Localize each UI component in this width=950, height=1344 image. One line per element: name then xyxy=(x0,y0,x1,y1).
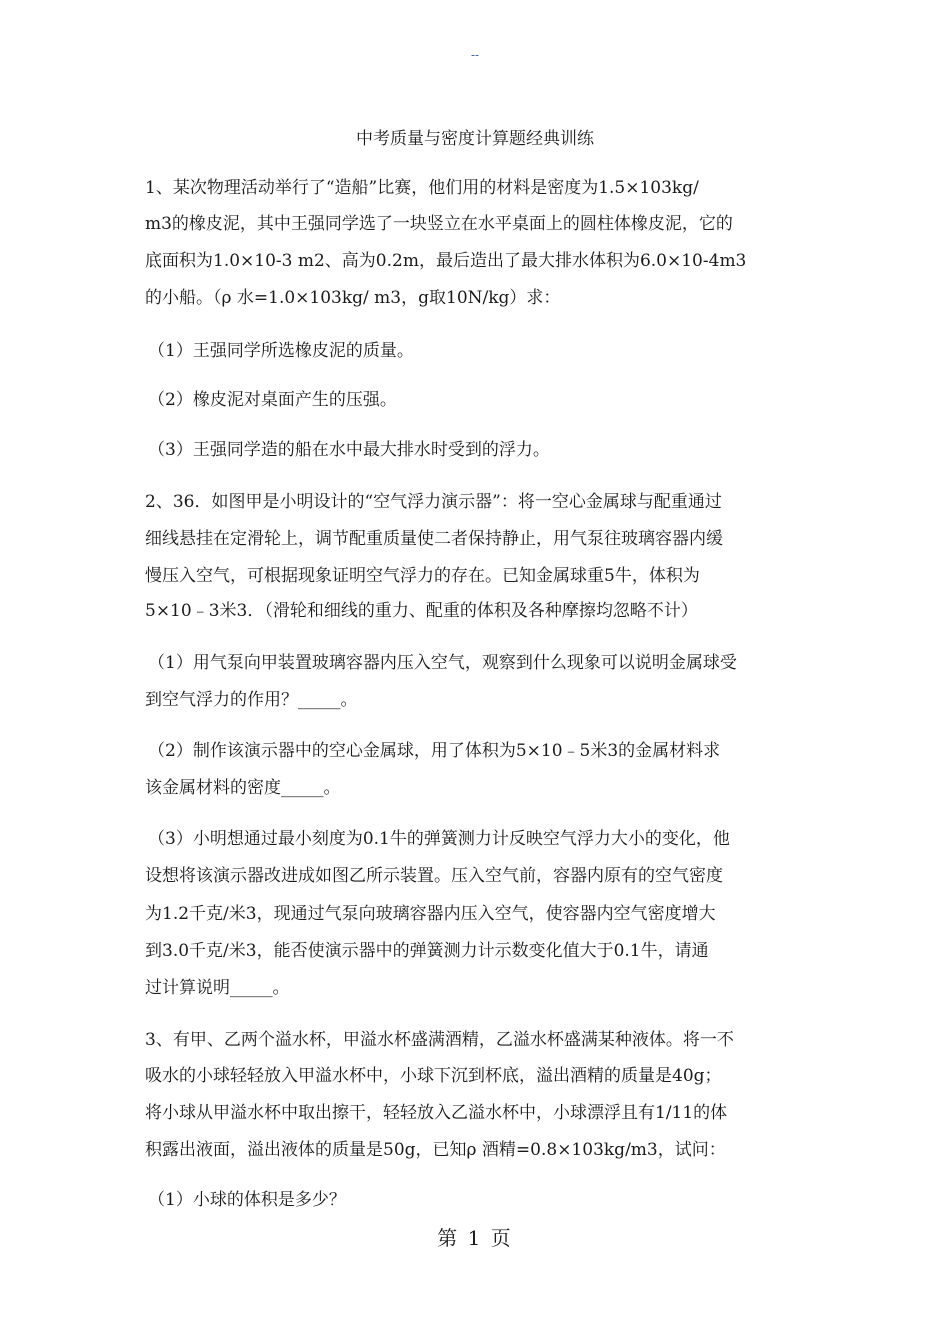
page-number: 第 1 页 xyxy=(437,1226,513,1250)
sub-question: （1）用气泵向甲装置玻璃容器内压入空气，观察到什么现象可以说明金属球受 xyxy=(148,653,737,673)
text-line: 到空气浮力的作用？_____。 xyxy=(145,690,358,710)
text-line: 3、有甲、乙两个溢水杯，甲溢水杯盛满酒精，乙溢水杯盛满某种液体。将一不 xyxy=(145,1030,734,1050)
text-line: 为1.2千克/米3，现通过气泵向玻璃容器内压入空气，使容器内空气密度增大 xyxy=(145,904,716,924)
text-line: m3的橡皮泥，其中王强同学选了一块竖立在水平桌面上的圆柱体橡皮泥，它的 xyxy=(145,214,733,234)
sub-question: （2）橡皮泥对桌面产生的压强。 xyxy=(148,390,397,410)
text-line: 该金属材料的密度_____。 xyxy=(145,778,341,798)
text-line: 5×10﹣3米3．（滑轮和细线的重力、配重的体积及各种摩擦均忽略不计） xyxy=(145,601,698,621)
text-line: 底面积为1.0×10-3 m2、高为0.2m，最后造出了最大排水体积为6.0×10-4m3 xyxy=(145,251,747,271)
text-line: 细线悬挂在定滑轮上，调节配重质量使二者保持静止，用气泵往玻璃容器内缓 xyxy=(145,529,723,549)
text-line: 设想将该演示器改进成如图乙所示装置。压入空气前，容器内原有的空气密度 xyxy=(145,866,723,886)
text-line: 2、36．如图甲是小明设计的“空气浮力演示器”：将一空心金属球与配重通过 xyxy=(145,492,722,512)
text-line: 过计算说明_____。 xyxy=(145,978,290,998)
sub-question: （1）王强同学所选橡皮泥的质量。 xyxy=(148,341,414,361)
text-line: 1、某次物理活动举行了“造船”比赛，他们用的材料是密度为1.5×103kg/ xyxy=(145,178,699,198)
text-line: 积露出液面，溢出液体的质量是50g，已知ρ 酒精=0.8×103kg/m3，试问： xyxy=(145,1140,726,1160)
text-line: 慢压入空气，可根据现象证明空气浮力的存在。已知金属球重5牛，体积为 xyxy=(145,566,700,586)
sub-question: （2）制作该演示器中的空心金属球，用了体积为5×10﹣5米3的金属材料求 xyxy=(148,741,721,761)
sub-question: （3）小明想通过最小刻度为0.1牛的弹簧测力计反映空气浮力大小的变化，他 xyxy=(148,829,730,849)
text-line: 将小球从甲溢水杯中取出擦干，轻轻放入乙溢水杯中，小球漂浮且有1/11的体 xyxy=(145,1103,728,1123)
sub-question: （1）小球的体积是多少？ xyxy=(148,1190,346,1210)
text-line: 吸水的小球轻轻放入甲溢水杯中，小球下沉到杯底，溢出酒精的质量是40g； xyxy=(145,1066,722,1086)
document-title: 中考质量与密度计算题经典训练 xyxy=(356,129,594,149)
text-line: 的小船。（ρ 水=1.0×103kg/ m3，g取10N/kg）求： xyxy=(145,288,561,308)
header-mark: -- xyxy=(470,48,480,62)
sub-question: （3）王强同学造的船在水中最大排水时受到的浮力。 xyxy=(148,440,550,460)
text-line: 到3.0千克/米3，能否使演示器中的弹簧测力计示数变化值大于0.1牛，请通 xyxy=(145,941,709,961)
